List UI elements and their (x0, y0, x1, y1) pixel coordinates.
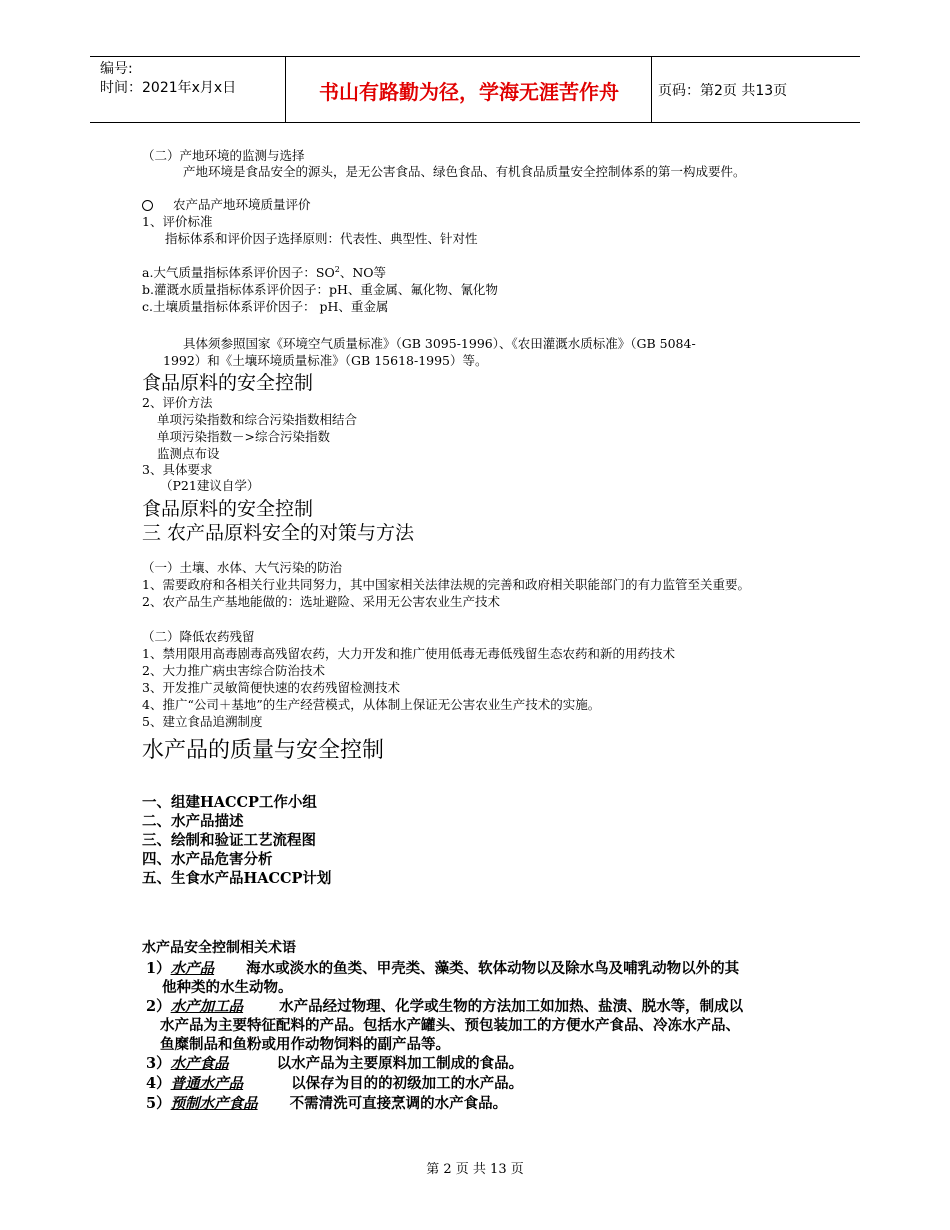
list-item: 1、评价标准 (142, 214, 213, 229)
term-definition-cont: 水产品为主要特征配料的产品。包括水产罐头、预包装加工的方便水产食品、冷冻水产品、 (160, 1017, 740, 1034)
section-heading: （一）土壤、水体、大气污染的防治 (142, 560, 343, 575)
paragraph: 指标体系和评价因子选择原则：代表性、典型性、针对性 (165, 231, 478, 246)
step-item: 一、组建HACCP工作小组 (142, 794, 317, 811)
heading: 食品原料的安全控制 (142, 372, 314, 394)
term-name: 水产加工品 (170, 998, 244, 1015)
list-item: 5、建立食品追溯制度 (142, 714, 263, 729)
term-definition: 以水产品为主要原料加工制成的食品。 (276, 1055, 524, 1072)
header-meta (100, 60, 236, 98)
section-heading: （二）降低农药残留 (142, 629, 255, 644)
term-definition: 水产品经过物理、化学或生物的方法加工如加热、盐渍、脱水等，制成以 (279, 998, 744, 1015)
list-item: （P21建议自学） (160, 478, 260, 493)
list-item: 3、开发推广灵敏简便快速的农药残留检测技术 (142, 680, 400, 695)
paragraph: 产地环境是食品安全的源头，是无公害食品、绿色食品、有机食品质量安全控制体系的第一构成要件。 (183, 164, 746, 179)
number-label: 编号: (100, 61, 133, 77)
paragraph: 具体须参照国家《环境空气质量标准》（GB 3095-1996）、《农田灌溉水质标准》（GB 5084- (183, 336, 696, 351)
term-item (146, 1072, 523, 1093)
term-name: 预制水产食品 (170, 1095, 258, 1112)
term-definition-cont: 他种类的水生动物。 (162, 979, 293, 996)
list-item: b.灌溉水质量指标体系评价因子：pH、重金属、氟化物、氰化物 (142, 282, 498, 297)
term-name: 水产食品 (170, 1055, 229, 1072)
term-number: 1） (146, 960, 171, 977)
header-top-rule (90, 56, 860, 57)
superscript: 2 (334, 264, 340, 274)
section-heading: （二）产地环境的监测与选择 (142, 148, 305, 163)
term-definition: 不需清洗可直接烹调的水产食品。 (289, 1095, 508, 1112)
term-item (146, 1092, 507, 1113)
term-definition-cont: 鱼糜制品和鱼粉或用作动物饲料的副产品等。 (160, 1036, 450, 1053)
list-item: 1、需要政府和各相关行业共同努力，其中国家相关法律法规的完善和政府相关职能部门的有力监管至关重要。 (142, 577, 750, 592)
list-item: 1、禁用限用高毒剧毒高残留农药，大力开发和推广使用低毒无毒低残留生态农药和新的用药技术 (142, 646, 675, 661)
text: 、NO等 (339, 265, 387, 280)
list-item (142, 263, 386, 281)
term-definition: 以保存为目的的初级加工的水产品。 (291, 1075, 524, 1092)
text: a.大气质量指标体系评价因子：SO (142, 265, 335, 280)
step-item: 二、水产品描述 (142, 813, 244, 830)
header-page-info: 页码：第2页 共13页 (658, 83, 788, 99)
term-number: 4） (146, 1075, 171, 1092)
list-item: 单项污染指数和综合污染指数相结合 (157, 412, 358, 427)
list-item: 4、推广“公司＋基地”的生产经营模式，从体制上保证无公害农业生产技术的实施。 (142, 697, 601, 712)
step-item: 五、生食水产品HACCP计划 (142, 870, 332, 887)
list-item: 2、评价方法 (142, 395, 213, 410)
term-item (146, 995, 743, 1016)
list-item: 监测点布设 (157, 446, 220, 461)
list-item: 2、大力推广病虫害综合防治技术 (142, 663, 325, 678)
list-item: 单项污染指数－>综合污染指数 (157, 429, 330, 444)
term-item (146, 1052, 523, 1073)
term-name: 普通水产品 (170, 1075, 244, 1092)
step-item: 三、绘制和验证工艺流程图 (142, 832, 316, 849)
heading: 三 农产品原料安全的对策与方法 (142, 522, 415, 544)
term-number: 2） (146, 998, 171, 1015)
term-definition: 海水或淡水的鱼类、甲壳类、藻类、软体动物以及除水鸟及哺乳动物以外的其 (246, 960, 740, 977)
header-motto: 书山有路勤为径，学海无涯苦作舟 (319, 80, 619, 104)
term-item (146, 957, 739, 978)
bullet-item (142, 195, 311, 213)
term-name: 水产品 (170, 960, 215, 977)
list-item: 3、具体要求 (142, 462, 213, 477)
term-number: 3） (146, 1055, 171, 1072)
header-divider (285, 57, 286, 122)
paragraph: 1992）和《土壤环境质量标准》（GB 15618-1995）等。 (163, 353, 488, 368)
circle-bullet-icon (142, 200, 153, 211)
time-label: 时间：2021年x月x日 (100, 80, 237, 96)
bullet-text: 农产品产地环境质量评价 (173, 197, 311, 212)
heading: 水产品的质量与安全控制 (142, 738, 385, 763)
list-item: 2、农产品生产基地能做的：选址避险、采用无公害农业生产技术 (142, 594, 500, 609)
header-bottom-rule (90, 122, 860, 123)
header-divider (651, 57, 652, 122)
terms-title: 水产品安全控制相关术语 (142, 940, 296, 956)
term-number: 5） (146, 1095, 171, 1112)
heading: 食品原料的安全控制 (142, 498, 314, 520)
list-item: c.土壤质量指标体系评价因子： pH、重金属 (142, 299, 389, 314)
step-item: 四、水产品危害分析 (142, 851, 273, 868)
page-footer: 第 2 页 共 13 页 (426, 1162, 524, 1177)
